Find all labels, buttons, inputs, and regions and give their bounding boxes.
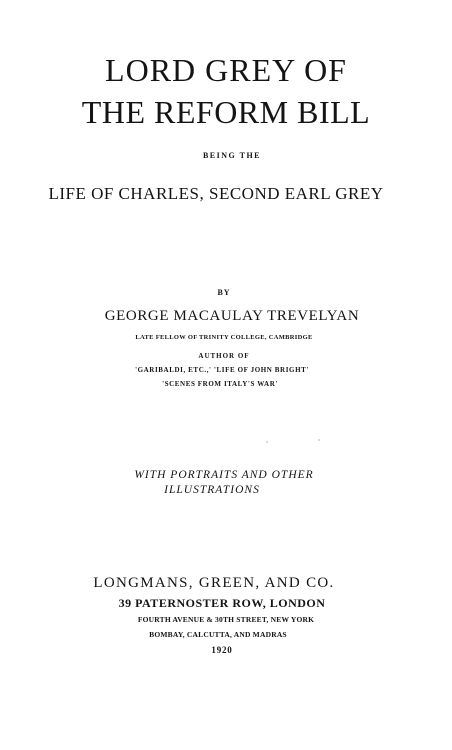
publisher-address-india: BOMBAY, CALCUTTA, AND MADRAS [149,630,287,639]
illustrations-note-line-1: WITH PORTRAITS AND OTHER [134,469,314,481]
previous-works-line-2: 'SCENES FROM ITALY'S WAR' [162,380,278,388]
publisher-name: LONGMANS, GREEN, AND CO. [93,575,335,591]
by-label: BY [217,288,231,297]
publisher-address-new-york: FOURTH AVENUE & 30TH STREET, NEW YORK [137,615,315,624]
book-title-line-2: THE REFORM BILL [81,94,371,130]
paper-speck [318,439,320,441]
author-of-label: AUTHOR OF [198,352,250,360]
author-name: GEORGE MACAULAY TREVELYAN [104,308,360,324]
previous-works-line-1: 'GARIBALDI, ETC.,' 'LIFE OF JOHN BRIGHT' [135,366,309,374]
book-title-line-1: LORD GREY OF [105,52,347,88]
author-affiliation: LATE FELLOW OF TRINITY COLLEGE, CAMBRIDGE [135,334,313,341]
book-subtitle: LIFE OF CHARLES, SECOND EARL GREY [48,184,384,203]
publisher-address-london: 39 PATERNOSTER ROW, LONDON [118,596,326,610]
publication-year: 1920 [211,645,233,655]
illustrations-note-line-2: ILLUSTRATIONS [164,484,260,496]
being-the-label: BEING THE [202,151,262,160]
paper-speck [266,441,268,443]
